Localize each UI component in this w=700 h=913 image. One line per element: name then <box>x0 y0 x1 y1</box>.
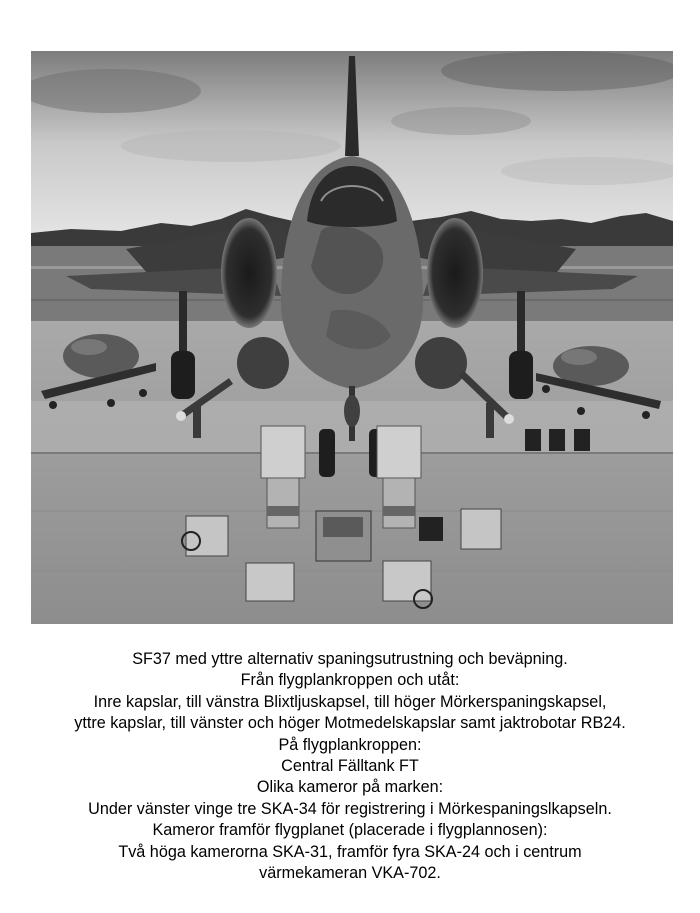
caption-line: Central Fälltank FT <box>281 757 419 776</box>
caption-line: Olika kameror på marken: <box>256 778 444 797</box>
central-drop-tank <box>344 395 360 427</box>
caption-line: Inre kapslar, till vänstra Blixtljuskapsel, till höger Mörkerspaningskapsel, <box>93 692 607 711</box>
caption-line: Två höga kamerorna SKA-31, framför fyra SKA-24 och i centrum <box>118 842 582 861</box>
caption-line: Under vänster vinge tre SKA-34 för registrering i Mörkespaningslkapseln. <box>88 799 612 818</box>
right-intake <box>427 218 483 328</box>
caption-line: SF37 med yttre alternativ spaningsutrustning och beväpning. <box>132 650 568 668</box>
aircraft-photo <box>31 51 673 624</box>
caption-line: På flygplankroppen: <box>278 735 422 754</box>
caption-line: värmekameran VKA-702. <box>259 864 441 883</box>
caption-line: yttre kapslar, till vänster och höger Motmedelskapslar samt jaktrobotar RB24. <box>74 714 626 733</box>
photo-caption <box>0 649 700 884</box>
ska-31-camera-right <box>377 426 421 528</box>
left-inner-pod <box>237 337 289 389</box>
caption-line: Från flygplankroppen och utåt: <box>240 671 460 690</box>
caption-line: Kameror framför flygplanet (placerade i flygplannosen): <box>152 821 548 840</box>
left-intake <box>221 218 277 328</box>
right-inner-pod <box>415 337 467 389</box>
ska-31-camera-left <box>261 426 305 528</box>
ska-34-cameras <box>525 429 590 451</box>
